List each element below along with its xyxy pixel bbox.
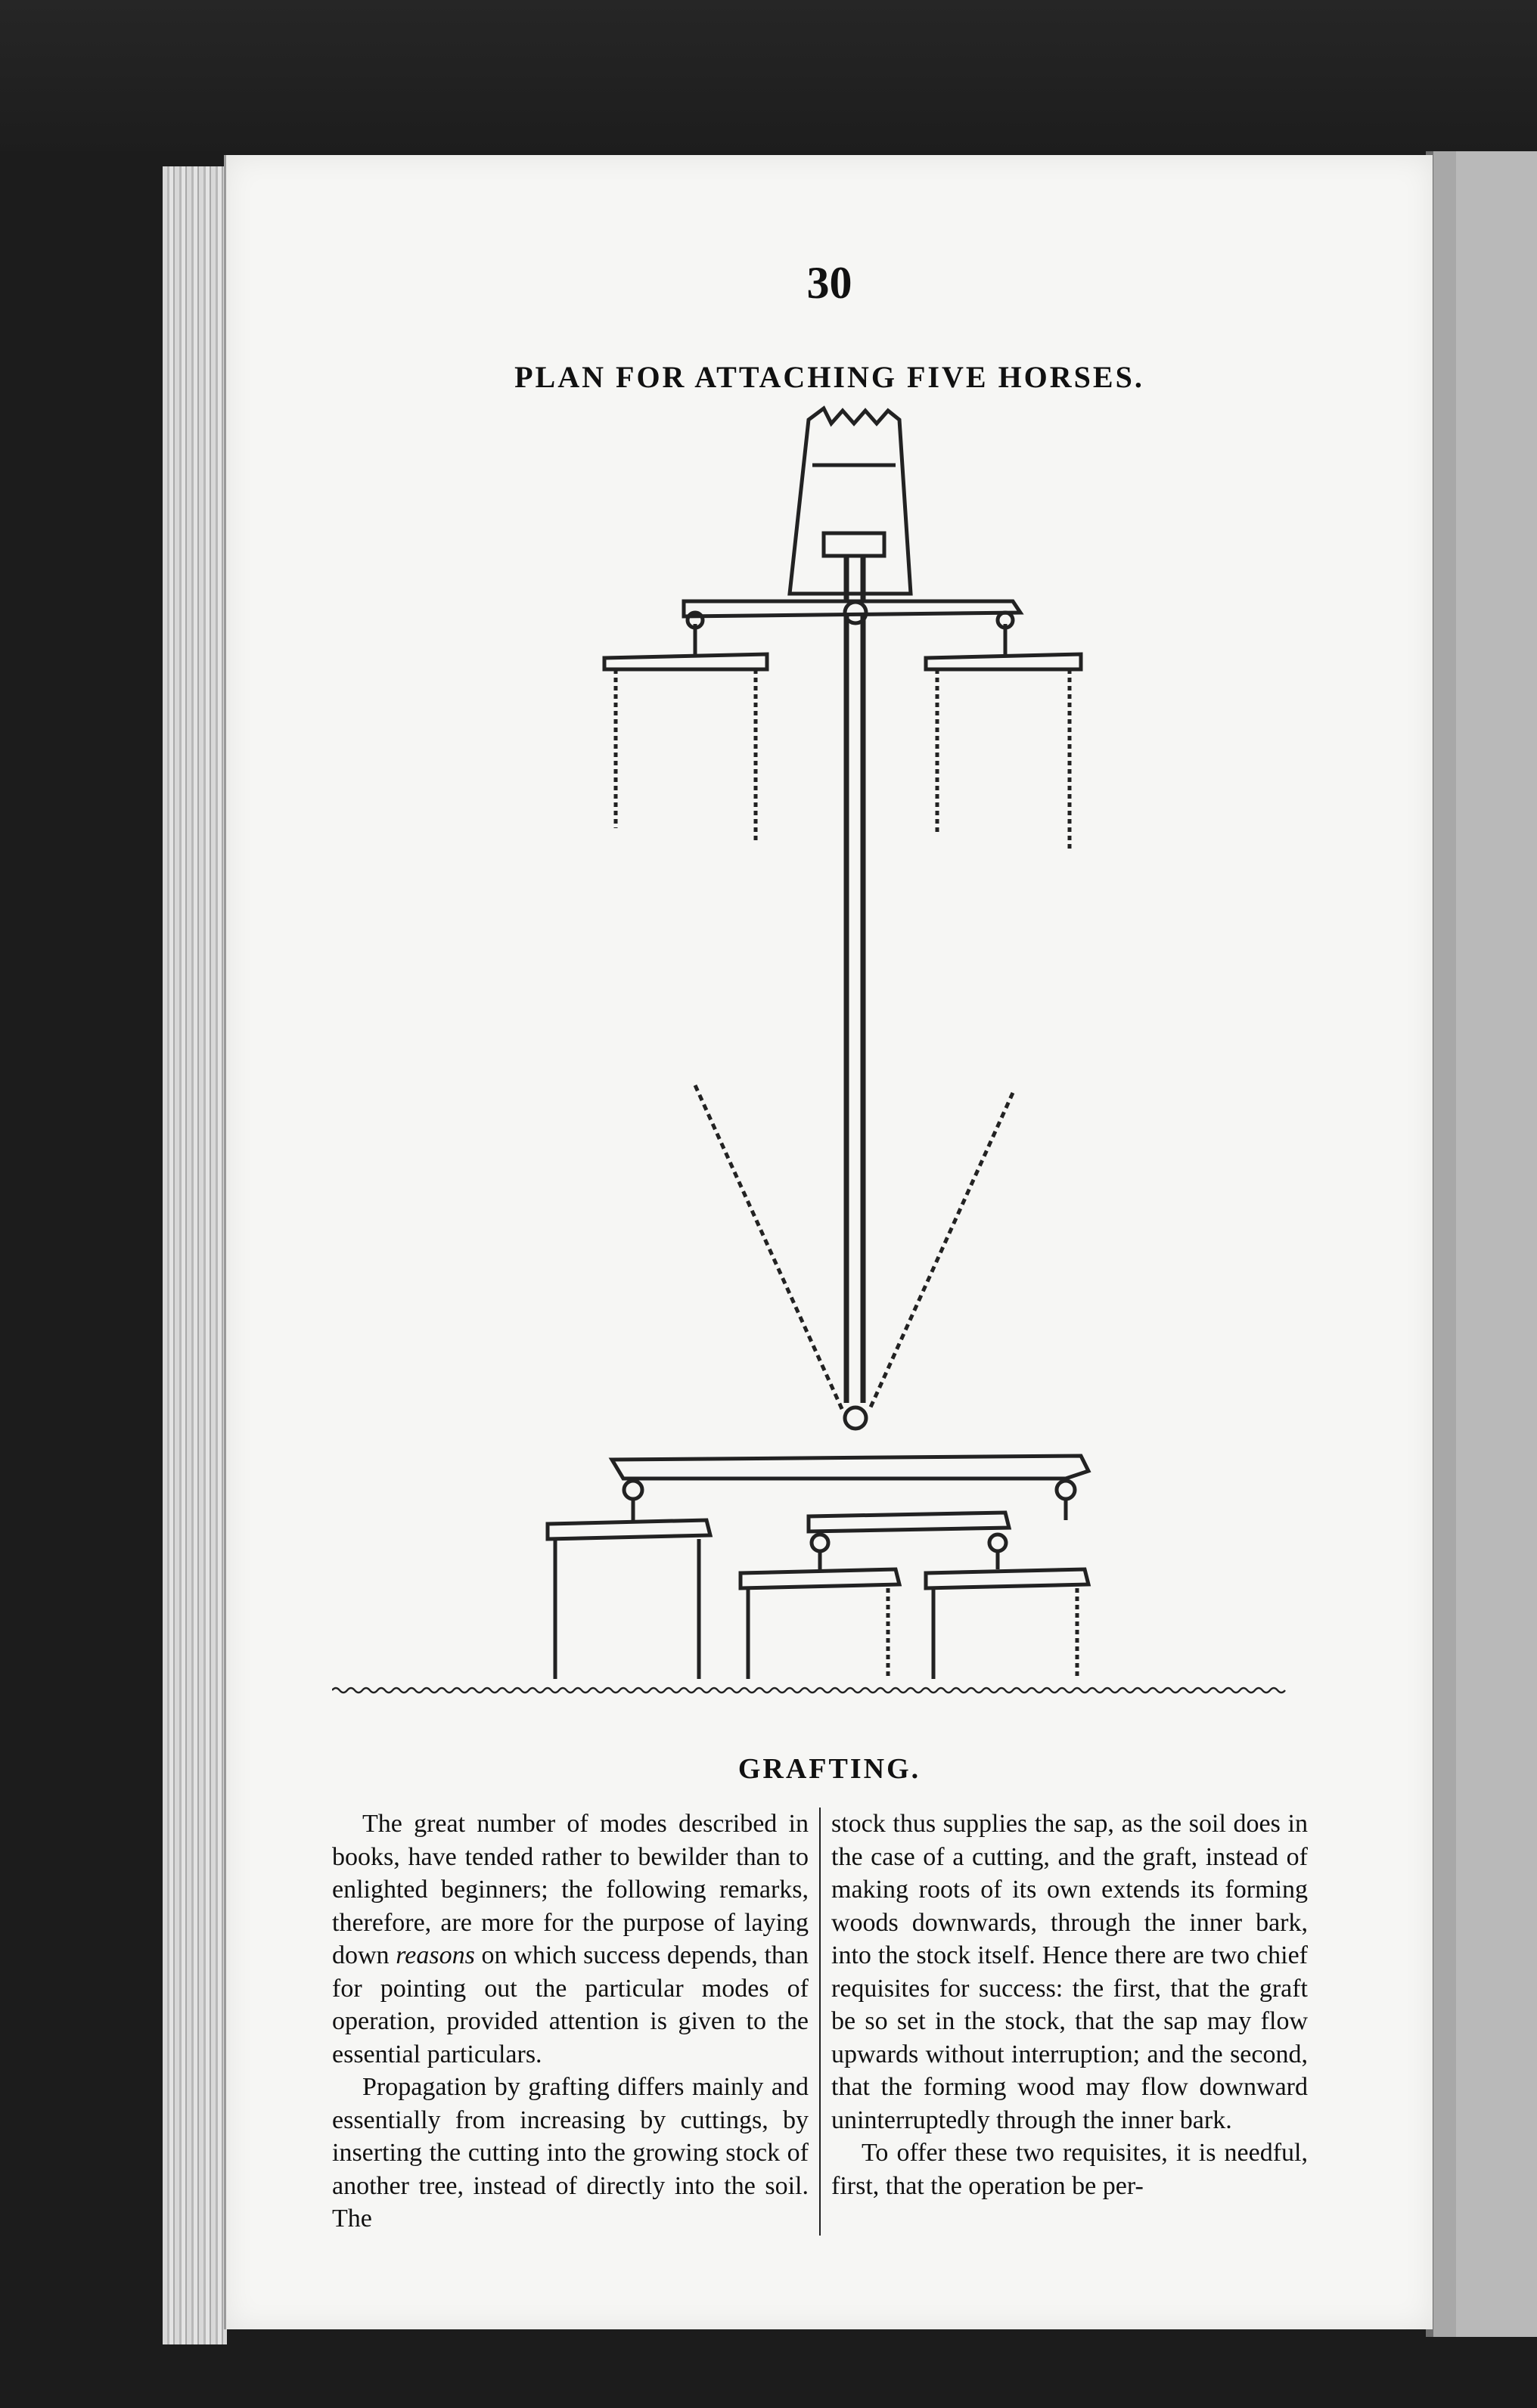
upper-right-singletree — [926, 654, 1081, 669]
wavy-divider — [332, 1683, 1315, 1698]
left-paragraph-1: The great number of modes described in books, have tended rather to bewilder than to enlighted beginners; the following remarks, therefore, are more for the purpose of laying down reasons on which success depends, than for pointing out the particular modes of operation, provided attention is given to the essential particulars. — [332, 1810, 809, 2068]
left-paragraph-2: Propagation by grafting differs mainly and essentially from increasing by cuttings, by inserting the cutting into the growing stock of another tree, instead of directly into the soil. The — [332, 2073, 809, 2233]
upper-left-singletree — [604, 654, 767, 669]
lower-right-evener — [809, 1513, 1009, 1531]
pole-end-ring — [845, 1407, 866, 1429]
left-column — [332, 1808, 821, 2236]
right-stay-chain — [869, 1093, 1013, 1410]
right-paragraph-2: To offer these two requisites, it is needful, first, that the operation be per- — [831, 2139, 1308, 2200]
lower-right-singletree — [926, 1569, 1088, 1588]
lower-left-singletree — [548, 1520, 710, 1539]
adjacent-page — [1426, 151, 1537, 2337]
emphasis-reasons: reasons — [396, 1941, 475, 1969]
left-stay-chain — [695, 1085, 843, 1410]
plate-title: PLAN FOR ATTACHING FIVE HORSES. — [514, 360, 1144, 394]
right-paragraph-1: stock thus supplies the sap, as the soil does in the case of a cutting, and the graft, instead of making roots of its own extends its forming woods downwards, through the inner bark, into the stock itself. Hence there are two chief requisites for success: the first, that the graft be so set in the stock, that the sap may flow upwards without interruption; and the second, that the forming wood may flow downward uninterruptedly through the inner bark. — [831, 1810, 1308, 2134]
page-number: 30 — [806, 258, 852, 308]
book-page-edges — [163, 166, 227, 2344]
lower-middle-singletree — [741, 1569, 899, 1588]
right-column — [821, 1808, 1308, 2236]
body-text-columns — [332, 1808, 1315, 2236]
tongue-clevis — [790, 408, 911, 594]
five-horse-hitch-diagram — [226, 405, 1433, 1690]
clevis-bolt — [824, 533, 884, 556]
scan-background — [0, 0, 1537, 151]
section-title: GRAFTING. — [737, 1753, 921, 1785]
book-page — [224, 155, 1433, 2329]
lower-main-evener — [612, 1456, 1088, 1479]
